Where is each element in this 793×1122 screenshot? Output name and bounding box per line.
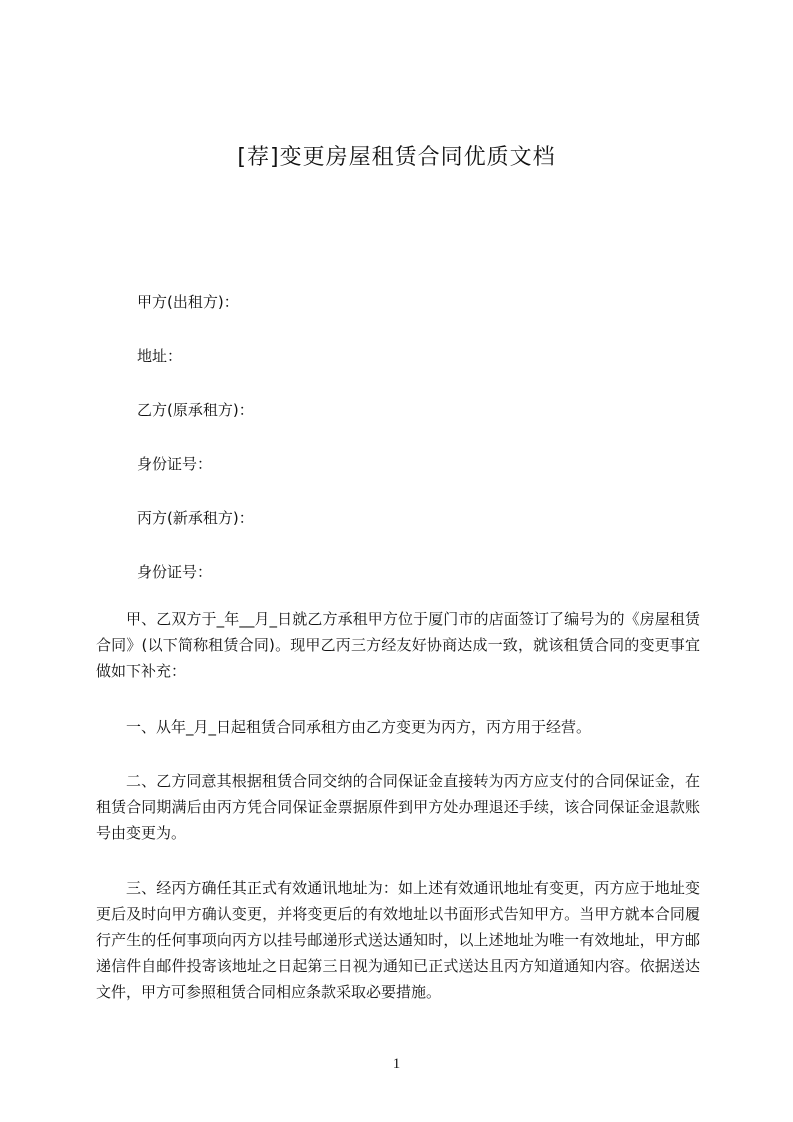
- party-c-id-field: 身份证号：: [137, 563, 213, 581]
- party-a-field: 甲方(出租方)：: [137, 293, 239, 311]
- page-number: 1: [392, 1056, 401, 1072]
- address-field: 地址：: [137, 347, 183, 365]
- document-title: [荐]变更房屋租赁合同优质文档: [237, 145, 556, 170]
- party-b-id-field: 身份证号：: [137, 455, 213, 473]
- party-c-field: 丙方(新承租方)：: [137, 509, 254, 527]
- clause-3: 三、经丙方确任其正式有效通讯地址为：如上述有效通讯地址有变更，丙方应于地址变更后及时向甲方确认变更，并将变更后的有效地址以书面形式告知甲方。当甲方就本合同履行产生的任何事项向丙方以挂号邮递形式送达通知时，以上述地址为唯一有效地址，甲方邮递信件自邮件投寄该地址之日起第三日视为通知已正式送达且丙方知道通知内容。依据送达文件，甲方可参照租赁合同相应条款采取必要措施。: [96, 879, 700, 1001]
- intro-paragraph: 甲、乙双方于_年__月_日就乙方承租甲方位于厦门市的店面签订了编号为的《房屋租赁合同》(以下简称租赁合同)。现甲乙丙三方经友好协商达成一致，就该租赁合同的变更事宜做如下补充：: [96, 610, 700, 680]
- clause-2: 二、乙方同意其根据租赁合同交纳的合同保证金直接转为丙方应支付的合同保证金，在租赁合同期满后由丙方凭合同保证金票据原件到甲方处办理退还手续，该合同保证金退款账号由变更为。: [96, 772, 700, 842]
- clause-1: 一、从年_月_日起租赁合同承租方由乙方变更为丙方，丙方用于经营。: [126, 718, 592, 736]
- party-b-field: 乙方(原承租方)：: [137, 401, 254, 419]
